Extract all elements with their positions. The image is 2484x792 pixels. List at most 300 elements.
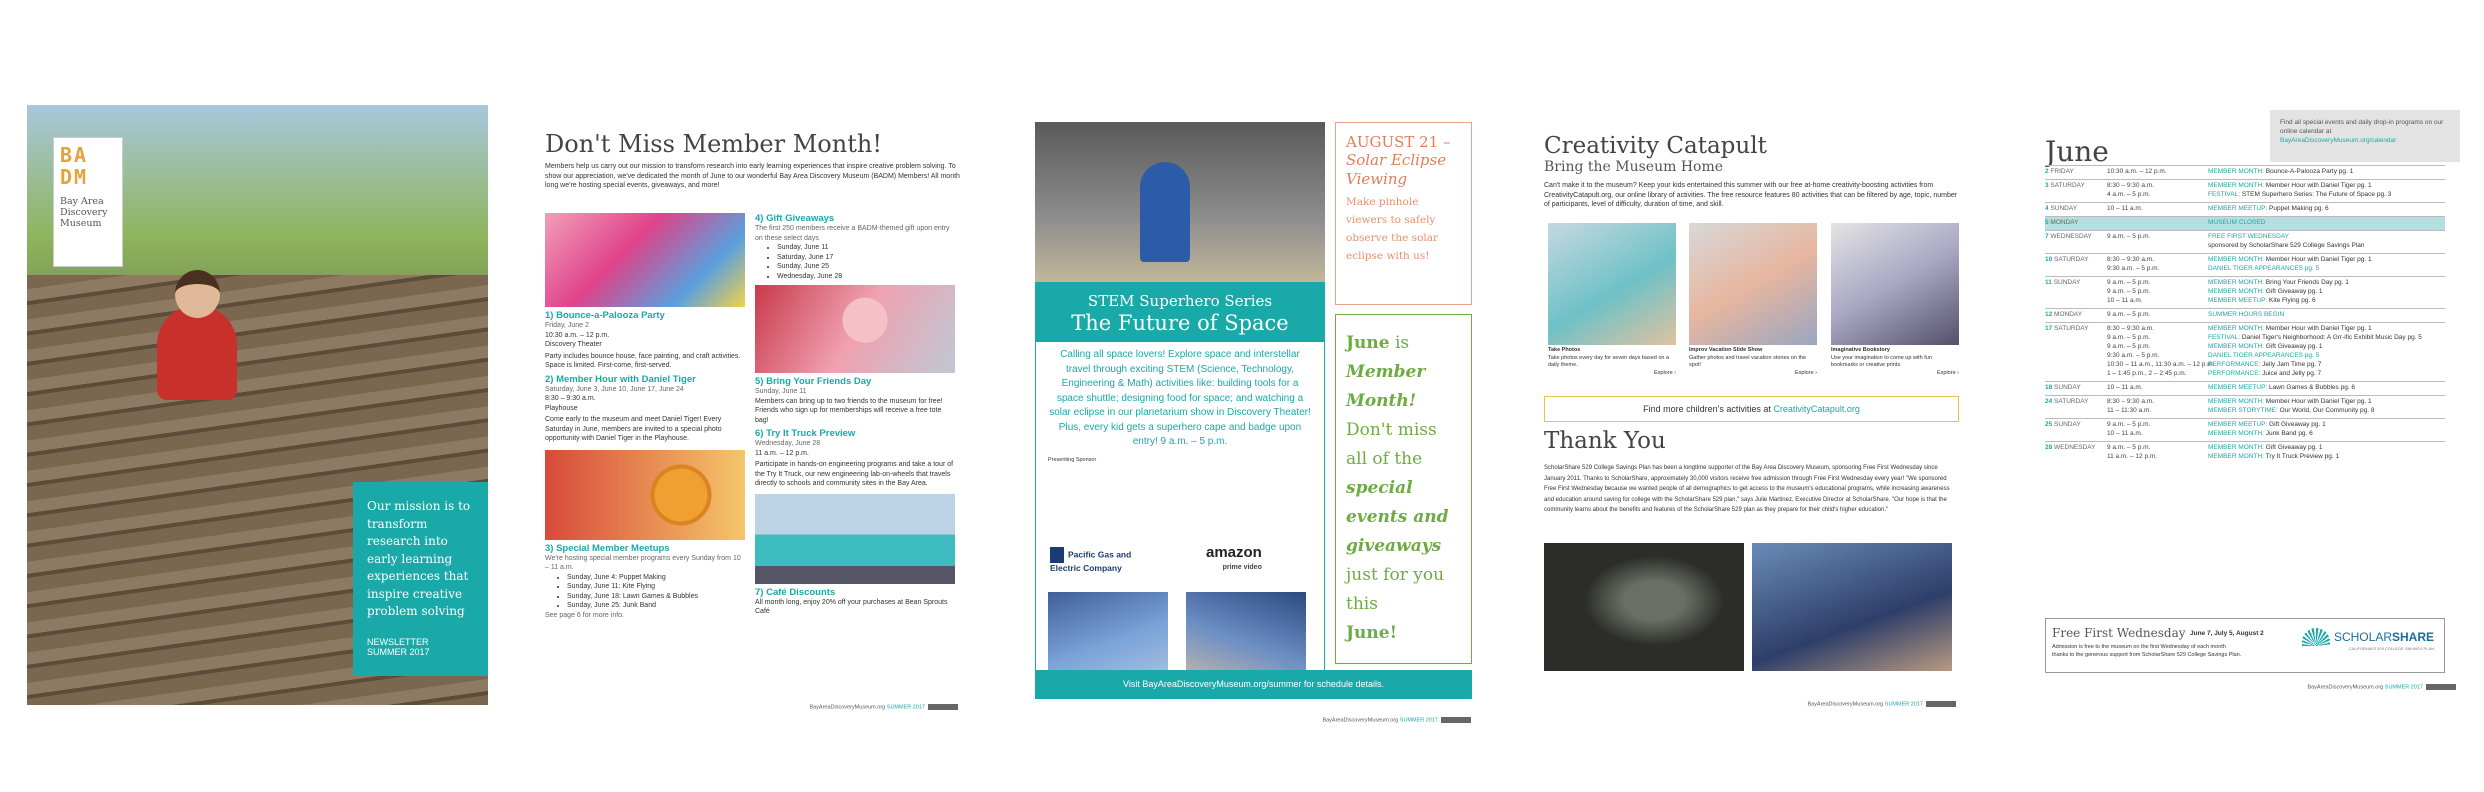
event-title: sponsored by ScholarShare 529 College Savings Plan xyxy=(2208,242,2365,249)
footer-site: BayAreaDiscoveryMuseum.org xyxy=(1322,717,1399,723)
june-member-box xyxy=(1335,314,1472,664)
list-item: • Sunday, June 4: Puppet Making xyxy=(567,573,745,583)
footer-site: BayAreaDiscoveryMuseum.org xyxy=(809,704,886,710)
logo-name: Bay Area Discovery Museum xyxy=(60,196,108,229)
calendar-times xyxy=(2107,204,2143,213)
page-title: June xyxy=(2045,135,2109,168)
footer-site: BayAreaDiscoveryMuseum.org xyxy=(2307,684,2384,690)
superhero-photo xyxy=(1035,122,1325,282)
event-title: Bounce-A-Palooza Party pg. 1 xyxy=(2263,168,2354,175)
day-number: 28 xyxy=(2045,444,2055,451)
item7-body: All month long, enjoy 20% off your purchases at Bean Sprouts Café xyxy=(755,598,948,615)
page-title: Don't Miss Member Month! xyxy=(545,130,882,158)
day-number: 7 xyxy=(2045,233,2051,240)
event-category: MEMBER STORYTIME: xyxy=(2208,407,2278,414)
calendar-event[interactable] xyxy=(2208,397,2375,406)
june-a: June xyxy=(1346,333,1390,353)
calendar-date xyxy=(2045,324,2100,333)
list-item: • Sunday, June 25: Junk Band xyxy=(567,601,745,611)
day-of-week: SATURDAY xyxy=(2050,182,2085,189)
item1-place: Discovery Theater xyxy=(545,341,602,348)
calendar-events xyxy=(2208,278,2349,305)
calendar-events xyxy=(2208,397,2375,415)
event-title: Member Hour with Daniel Tiger pg. 1 xyxy=(2263,256,2372,263)
card-explore-link[interactable]: Explore › xyxy=(1653,369,1676,376)
calendar-event[interactable] xyxy=(2208,452,2339,461)
mission-box xyxy=(353,482,488,676)
event-category: PERFORMANCE: xyxy=(2208,361,2261,368)
time-slot: 8:30 – 9:30 a.m. xyxy=(2107,256,2154,263)
time-slot: 10 – 11 a.m. xyxy=(2107,297,2143,304)
calendar-event[interactable] xyxy=(2208,167,2353,176)
event-title: Gift Giveaway pg. 1 xyxy=(2263,444,2323,451)
thanks-body: ScholarShare 529 College Savings Plan has been a longtime supporter of the Bay Area Discovery Museum, sponsoring Free First Wednesday since January 2011. Thanks to ScholarShare, approximately 30,000 visitors receive free admission through Free First Wednesday every year! "We sponsored Free First Wednesday because we wanted people of all demographics to get access to the museum's educational programs, while increasing awareness and education around saving for college with the ScholarShare 529 plan," says Julie Martinez, Executive Director at ScholarShare. "Our hope is that the community learns about the benefits and features of the ScholarShare 529 plan as they prepare for their child's higher education." xyxy=(1544,465,1950,513)
time-slot: 8:30 – 9:30 a.m. xyxy=(2107,182,2154,189)
time-slot: 9 a.m. – 5 p.m. xyxy=(2107,288,2151,295)
day-of-week: SUNDAY xyxy=(2054,384,2081,391)
calendar-event[interactable] xyxy=(2208,324,2422,333)
day-number: 10 xyxy=(2045,256,2055,263)
day-of-week: SATURDAY xyxy=(2054,256,2089,263)
ffw-dates: June 7, July 5, August 2 xyxy=(2189,630,2264,637)
catapult-link[interactable]: CreativityCatapult.org xyxy=(1773,404,1860,414)
calendar-events xyxy=(2208,167,2353,176)
time-slot: 10 – 11 a.m. xyxy=(2107,430,2143,437)
item4-list xyxy=(755,243,955,281)
calendar-date xyxy=(2045,232,2100,241)
page-number-bar xyxy=(928,704,958,710)
item1-body: Party includes bounce house, face painting, and craft activities. Space is limited. First-come, first-served. xyxy=(545,352,741,369)
day-of-week: MONDAY xyxy=(2054,311,2083,318)
event-title: Gift Giveaway pg. 1 xyxy=(2263,343,2323,350)
amazon-logo xyxy=(1206,545,1262,575)
calendar-event[interactable] xyxy=(2208,181,2391,190)
event-title: Gift Giveaway pg. 1 xyxy=(2263,288,2323,295)
time-slot: 10:30 a.m. – 12 p.m. xyxy=(2107,168,2167,175)
event-category: MEMBER MONTH: xyxy=(2208,453,2264,460)
calendar-event[interactable] xyxy=(2208,264,2372,273)
card-photo xyxy=(1548,223,1676,345)
calendar-events xyxy=(2208,324,2422,378)
list-item: • Sunday, June 11: Kite Flying xyxy=(567,582,745,592)
item1-date: Friday, June 2 xyxy=(545,322,589,329)
stem-header xyxy=(1035,282,1325,342)
calendar-times xyxy=(2107,383,2143,392)
calendar-date xyxy=(2045,181,2100,190)
event-category: MEMBER MONTH: xyxy=(2208,288,2264,295)
day-number: 12 xyxy=(2045,311,2055,318)
event-category: MEMBER MONTH: xyxy=(2208,182,2264,189)
time-slot: 9:30 a.m. – 5 p.m. xyxy=(2107,265,2160,272)
truck-photo xyxy=(755,494,955,584)
time-slot: 11 a.m. – 12 p.m. xyxy=(2107,453,2158,460)
list-item: • Sunday, June 18: Lawn Games & Bubbles xyxy=(567,592,745,602)
goggles-photo xyxy=(755,285,955,373)
time-slot: 8:30 – 9:30 a.m. xyxy=(2107,398,2154,405)
series-title: The Future of Space xyxy=(1071,311,1289,335)
event-category: MEMBER MONTH: xyxy=(2208,168,2264,175)
time-slot: 9 a.m. – 5 p.m. xyxy=(2107,279,2151,286)
mission-text: Our mission is to transform research into early learning experiences that inspire creative problem solving xyxy=(367,499,471,618)
find-more-box xyxy=(1544,396,1959,422)
calendar-row xyxy=(2045,230,2445,253)
calendar-times xyxy=(2107,443,2157,461)
calendar-events xyxy=(2208,232,2364,250)
day-number: 25 xyxy=(2045,421,2055,428)
event-title: Member Hour with Daniel Tiger pg. 1 xyxy=(2263,398,2372,405)
calendar-date xyxy=(2045,255,2100,264)
child-figure xyxy=(157,305,237,400)
logo-mark: BA DM xyxy=(60,143,89,189)
item6-date: Wednesday, June 28 xyxy=(755,440,821,447)
calendar-event[interactable] xyxy=(2208,342,2422,351)
calendar-event[interactable] xyxy=(2208,296,2349,305)
day-of-week: SATURDAY xyxy=(2054,398,2089,405)
activity-card-2[interactable] xyxy=(1689,223,1817,377)
day-number: 4 xyxy=(2045,205,2051,212)
event-category: MEMBER MEETUP: xyxy=(2208,421,2268,428)
event-category: MEMBER MEETUP: xyxy=(2208,384,2268,391)
card-body: Use your imagination to come up with fun bookmarks or creative prints. xyxy=(1831,354,1932,368)
calendar-event[interactable] xyxy=(2208,333,2422,342)
share-word: SHARE xyxy=(2391,630,2434,644)
item1-time: 10:30 a.m. – 12 p.m. xyxy=(545,331,610,339)
footer-season: SUMMER 2017 xyxy=(886,704,925,710)
calendar-row xyxy=(2045,253,2445,276)
newsletter-label: NEWSLETTER xyxy=(367,636,429,647)
calendar-date xyxy=(2045,310,2100,319)
event-category: FESTIVAL: xyxy=(2208,191,2241,198)
calendar-row xyxy=(2045,165,2445,179)
pge-logo xyxy=(1050,547,1160,573)
eclipse-body: Make pinhole viewers to safely observe the solar eclipse with us! xyxy=(1346,196,1439,262)
item7-heading: 7) Café Discounts xyxy=(755,586,836,598)
time-slot: 11 – 11:30 a.m. xyxy=(2107,407,2152,414)
page-footer xyxy=(1322,717,1471,723)
calendar-date xyxy=(2045,397,2100,406)
calendar-event[interactable] xyxy=(2208,190,2391,199)
event-category: FESTIVAL: xyxy=(2208,334,2241,341)
footer-season: SUMMER 2017 xyxy=(1399,717,1438,723)
event-title: Juice and Jelly pg. 7 xyxy=(2260,370,2322,377)
event-title: Member Hour with Daniel Tiger pg. 1 xyxy=(2263,182,2372,189)
event-title: Member Hour with Daniel Tiger pg. 1 xyxy=(2263,325,2372,332)
eclipse-box xyxy=(1335,122,1472,305)
item2-place: Playhouse xyxy=(545,404,578,412)
item3-note: See page 6 for more info. xyxy=(545,611,624,619)
event-category: MEMBER MONTH: xyxy=(2208,325,2264,332)
day-of-week: SATURDAY xyxy=(2054,325,2089,332)
season-label: SUMMER 2017 xyxy=(367,646,430,657)
day-of-week: WEDNESDAY xyxy=(2050,233,2092,240)
event-title: STEM Superhero Series: The Future of Space pg. 3 xyxy=(2240,191,2392,198)
time-slot: 10 – 11 a.m. xyxy=(2107,205,2143,212)
calendar-date xyxy=(2045,278,2100,287)
scholar-word: SCHOLAR xyxy=(2333,630,2392,644)
note-text: Find all special events and daily drop-in programs on our online calendar at xyxy=(2280,119,2444,135)
calendar-event[interactable] xyxy=(2208,369,2422,378)
cave-photo xyxy=(1544,543,1744,671)
daniel-tiger-photo xyxy=(545,450,745,540)
event-category: MEMBER MONTH: xyxy=(2208,256,2264,263)
calendar-events xyxy=(2208,420,2326,438)
item2-date: Saturday, June 3, June 10, June 17, June 24 xyxy=(545,385,684,393)
event-category: MEMBER MONTH: xyxy=(2208,279,2264,286)
event-category: PERFORMANCE: xyxy=(2208,370,2261,377)
day-of-week: WEDNESDAY xyxy=(2054,444,2096,451)
calendar-row xyxy=(2045,322,2445,381)
scholarshare-logo xyxy=(2302,628,2434,651)
card-photo xyxy=(1831,223,1959,345)
item6-body: Participate in hands-on engineering programs and take a tour of the Try It Truck, our new engineering lab-on-wheels that travels directly to schools and community sites in the Bay Area. xyxy=(755,461,954,487)
day-number: 2 xyxy=(2045,168,2051,175)
day-of-week: SUNDAY xyxy=(2050,205,2078,212)
event-category: SUMMER HOURS BEGIN xyxy=(2208,311,2285,318)
item6-time: 11 a.m. – 12 p.m. xyxy=(755,449,809,457)
intro-text: Members help us carry out our mission to transform research into early learning experiences that inspire creative problem solving. To show our appreciation, we've dedicated the month of June to our wonderful Bay Area Discovery Museum (BADM) Members! All month long we're hosting special events, giveaways, and more! xyxy=(545,163,960,189)
time-slot: 10 – 11 a.m. xyxy=(2107,384,2143,391)
day-number: 18 xyxy=(2045,384,2055,391)
left-column xyxy=(545,213,745,620)
find-more-text: Find more children's activities at xyxy=(1643,404,1771,414)
calendar-times xyxy=(2107,324,2214,378)
child-head xyxy=(175,270,220,318)
intro-text: Can't make it to the museum? Keep your kids entertained this summer with our free at-home creativity-boosting activities from CreativityCatapult.org, our online library of activities. The free resource features 80 activities that can be filtered by age, topic, number of participants, level of difficulty, duration of time, and skill. xyxy=(1544,182,1958,208)
calendar-row xyxy=(2045,381,2445,395)
time-slot: 9 a.m. – 5 p.m. xyxy=(2107,444,2151,451)
page-title: Creativity Catapult xyxy=(1544,133,1767,159)
card-body: Take photos every day for seven days based on a daily theme. xyxy=(1548,354,1670,368)
calendar-event[interactable] xyxy=(2208,255,2372,264)
calendar-times xyxy=(2107,420,2150,438)
june-b: is xyxy=(1395,333,1410,353)
item2-heading: 2) Member Hour with Daniel Tiger xyxy=(545,373,696,385)
pge-name: Pacific Gas and Electric Company xyxy=(1050,549,1132,573)
event-title: Bring Your Friends Day pg. 1 xyxy=(2263,279,2349,286)
calendar-event[interactable] xyxy=(2208,406,2375,415)
footer-season: SUMMER 2017 xyxy=(2384,684,2423,690)
event-title: Junk Band pg. 6 xyxy=(2263,430,2313,437)
calendar-times xyxy=(2107,397,2154,415)
schedule-banner[interactable]: Visit BayAreaDiscoveryMuseum.org/summer for schedule details. xyxy=(1035,670,1472,699)
item2-time: 8:30 – 9:30 a.m. xyxy=(545,395,596,402)
footer-site: BayAreaDiscoveryMuseum.org xyxy=(1807,701,1884,707)
calendar-event[interactable] xyxy=(2208,429,2326,438)
time-slot: 9 a.m. – 5 p.m. xyxy=(2107,334,2151,341)
item4-heading: 4) Gift Giveaways xyxy=(755,213,835,224)
card-body: Gather photos and travel vacation stories on the spot! xyxy=(1689,354,1807,368)
calendar-times xyxy=(2107,232,2150,241)
activity-card-3[interactable] xyxy=(1831,223,1959,377)
calendar-event[interactable] xyxy=(2208,351,2422,360)
item5-body: Members can bring up to two friends to the museum for free! Friends who sign up for memberships will receive a free tote bag! xyxy=(755,397,943,424)
event-title: Our World, Our Community pg. 8 xyxy=(2277,407,2375,414)
card-explore-link[interactable]: Explore › xyxy=(1936,369,1959,376)
calendar-event[interactable] xyxy=(2208,241,2364,250)
day-number: 5 xyxy=(2045,219,2051,226)
calendar-date xyxy=(2045,218,2100,227)
scholar-sub: CALIFORNIA'S 529 COLLEGE SAVINGS PLAN xyxy=(2348,646,2434,652)
day-of-week: SUNDAY xyxy=(2054,421,2081,428)
series-name: STEM Superhero Series xyxy=(1087,292,1273,310)
day-number: 17 xyxy=(2045,325,2055,332)
event-category: MUSEUM CLOSED xyxy=(2208,219,2266,226)
card-title: Take Photos xyxy=(1548,347,1581,353)
page-footer xyxy=(2307,684,2456,690)
amazon-sub: prime video xyxy=(1222,564,1262,571)
calendar-event[interactable] xyxy=(2208,310,2284,319)
ffw-title: Free First Wednesday xyxy=(2052,626,2186,640)
calendar-event[interactable] xyxy=(2208,218,2265,227)
item3-list xyxy=(545,573,745,611)
calendar-event[interactable] xyxy=(2208,287,2349,296)
event-title: Jelly Jam Time pg. 7 xyxy=(2260,361,2322,368)
calendar-events xyxy=(2208,383,2355,392)
event-category: MEMBER MONTH: xyxy=(2208,430,2264,437)
calendar-times xyxy=(2107,181,2154,199)
sunburst-icon xyxy=(2302,628,2330,646)
day-of-week: FRIDAY xyxy=(2050,168,2074,175)
calendar-times xyxy=(2107,255,2159,273)
calendar-event[interactable] xyxy=(2208,443,2339,452)
june-e: special events and giveaways xyxy=(1346,478,1449,556)
event-title: Daniel Tiger's Neighborhood: A Grr-ific Exhibit Music Day pg. 5 xyxy=(2240,334,2422,341)
sponsor-label: Presenting Sponsor xyxy=(1048,456,1097,463)
cape-figure xyxy=(1140,162,1190,262)
calendar-times xyxy=(2107,167,2167,176)
page-footer xyxy=(1807,701,1956,707)
time-slot: 1 – 1:45 p.m., 2 – 2:45 p.m. xyxy=(2107,370,2187,377)
event-category: DANIEL TIGER APPEARANCES pg. 5 xyxy=(2208,265,2320,272)
card-explore-link[interactable]: Explore › xyxy=(1794,369,1817,376)
calendar-row xyxy=(2045,418,2445,441)
calendar-event[interactable] xyxy=(2208,204,2329,213)
event-category: FREE FIRST WEDNESDAY xyxy=(2208,233,2290,240)
event-category: MEMBER MEETUP: xyxy=(2208,297,2268,304)
event-category: MEMBER MONTH: xyxy=(2208,398,2264,405)
calendar-events xyxy=(2208,204,2329,213)
calendar-row xyxy=(2045,179,2445,202)
bounce-photo xyxy=(545,213,745,307)
calendar-event[interactable] xyxy=(2208,420,2326,429)
stem-page xyxy=(1035,122,1475,727)
calendar-note xyxy=(2270,110,2460,162)
event-category: MEMBER MEETUP: xyxy=(2208,205,2268,212)
calendar-row xyxy=(2045,276,2445,308)
list-item: • Sunday, June 11 xyxy=(777,243,955,253)
item1-heading: 1) Bounce-a-Palooza Party xyxy=(545,310,665,321)
calendar-row xyxy=(2045,202,2445,216)
event-category: MEMBER MONTH: xyxy=(2208,343,2264,350)
thanks-title: Thank You xyxy=(1544,428,1666,454)
calendar-events xyxy=(2208,218,2265,227)
day-of-week: MONDAY xyxy=(2050,219,2079,226)
event-title: Puppet Making pg. 6 xyxy=(2267,205,2329,212)
june-calendar-page xyxy=(2045,105,2460,710)
calendar-events xyxy=(2208,310,2284,319)
time-slot: 4 a.m. – 5 p.m. xyxy=(2107,191,2151,198)
june-f: just for you this xyxy=(1346,565,1445,614)
time-slot: 9 a.m. – 5 p.m. xyxy=(2107,311,2151,318)
calendar-row xyxy=(2045,395,2445,418)
page-number-bar xyxy=(2426,684,2456,690)
pge-icon xyxy=(1050,547,1064,563)
item6-heading: 6) Try It Truck Preview xyxy=(755,428,856,439)
stem-body: Calling all space lovers! Explore space and interstellar travel through exciting STEM (Science, Technology, Engineering & Math) activities like: building tools for a space shuttle; designing food for space; and watching a solar eclipse in our planetarium show in Discovery Theater! Plus, every kid gets a superhero cape and badge upon entry! 9 a.m. – 5 p.m. xyxy=(1049,349,1311,447)
amazon-name: amazon xyxy=(1206,544,1262,561)
calendar-link[interactable]: BayAreaDiscoveryMuseum.org/calendar xyxy=(2280,137,2397,144)
logo-box xyxy=(53,137,123,267)
time-slot: 9 a.m. – 5 p.m. xyxy=(2107,421,2151,428)
calendar-date xyxy=(2045,204,2100,213)
eclipse-date: AUGUST 21 – xyxy=(1346,133,1451,151)
calendar-times xyxy=(2107,278,2150,305)
page-footer xyxy=(809,704,958,710)
catapult-page xyxy=(1544,133,1964,713)
calendar-date xyxy=(2045,167,2100,176)
page-number-bar xyxy=(1441,717,1471,723)
event-title: Try It Truck Preview pg. 1 xyxy=(2263,453,2340,460)
event-title: Gift Giveaway pg. 1 xyxy=(2267,421,2326,428)
time-slot: 9:30 a.m. – 5 p.m. xyxy=(2107,352,2160,359)
calendar-date xyxy=(2045,443,2100,452)
ffw-body: Admission is free to the museum on the first Wednesday of each month thanks to the generous support from ScholarShare 529 College Savings Plan. xyxy=(2052,644,2242,658)
calendar-date xyxy=(2045,383,2100,392)
event-title: Lawn Games & Bubbles pg. 6 xyxy=(2267,384,2356,391)
day-number: 24 xyxy=(2045,398,2055,405)
card-title: Improv Vacation Slide Show xyxy=(1689,347,1763,353)
item3-heading: 3) Special Member Meetups xyxy=(545,542,670,554)
member-month-page xyxy=(545,130,960,710)
card-title: Imaginative Bookstory xyxy=(1831,347,1890,353)
event-category: DANIEL TIGER APPEARANCES pg. 5 xyxy=(2208,352,2320,359)
calendar-event[interactable] xyxy=(2208,383,2355,392)
calendar-row xyxy=(2045,441,2445,464)
event-title: Kite Flying pg. 6 xyxy=(2267,297,2316,304)
calendar-times xyxy=(2107,310,2150,319)
list-item: • Saturday, June 17 xyxy=(777,253,955,263)
june-c: Member Month! xyxy=(1346,362,1426,411)
calendar-event[interactable] xyxy=(2208,360,2422,369)
stem-body-box xyxy=(1035,342,1325,699)
ffw-box xyxy=(2045,618,2445,673)
footer-season: SUMMER 2017 xyxy=(1884,701,1923,707)
item5-heading: 5) Bring Your Friends Day xyxy=(755,376,872,387)
june-d: Don't miss all of the xyxy=(1346,420,1437,469)
calendar-row xyxy=(2045,216,2445,230)
cover-page xyxy=(27,105,488,705)
activity-card-1[interactable] xyxy=(1548,223,1676,377)
calendar-event[interactable] xyxy=(2208,232,2364,241)
time-slot: 8:30 – 9:30 a.m. xyxy=(2107,325,2154,332)
kids-cheer-photo xyxy=(1752,543,1952,671)
time-slot: 10:30 – 11 a.m., 11:30 a.m. – 12 p.m. xyxy=(2107,361,2215,368)
item3-sub: We're hosting special member programs every Sunday from 10 – 11 a.m. xyxy=(545,554,741,571)
right-column xyxy=(755,213,955,617)
calendar-events xyxy=(2208,255,2372,273)
calendar-row xyxy=(2045,308,2445,322)
page-number-bar xyxy=(1926,701,1956,707)
calendar-events xyxy=(2208,181,2391,199)
item2-body: Come early to the museum and meet Daniel Tiger! Every Saturday in June, members are invited to a special photo opportunity with Daniel Tiger in the Playhouse. xyxy=(545,416,722,442)
item4-sub: The first 250 members receive a BADM-themed gift upon entry on these select days xyxy=(755,225,950,242)
calendar-date xyxy=(2045,420,2100,429)
event-category: MEMBER MONTH: xyxy=(2208,444,2264,451)
page-subtitle: Bring the Museum Home xyxy=(1544,159,1724,175)
item5-date: Sunday, June 11 xyxy=(755,388,807,395)
calendar-table xyxy=(2045,165,2445,635)
calendar-event[interactable] xyxy=(2208,278,2349,287)
